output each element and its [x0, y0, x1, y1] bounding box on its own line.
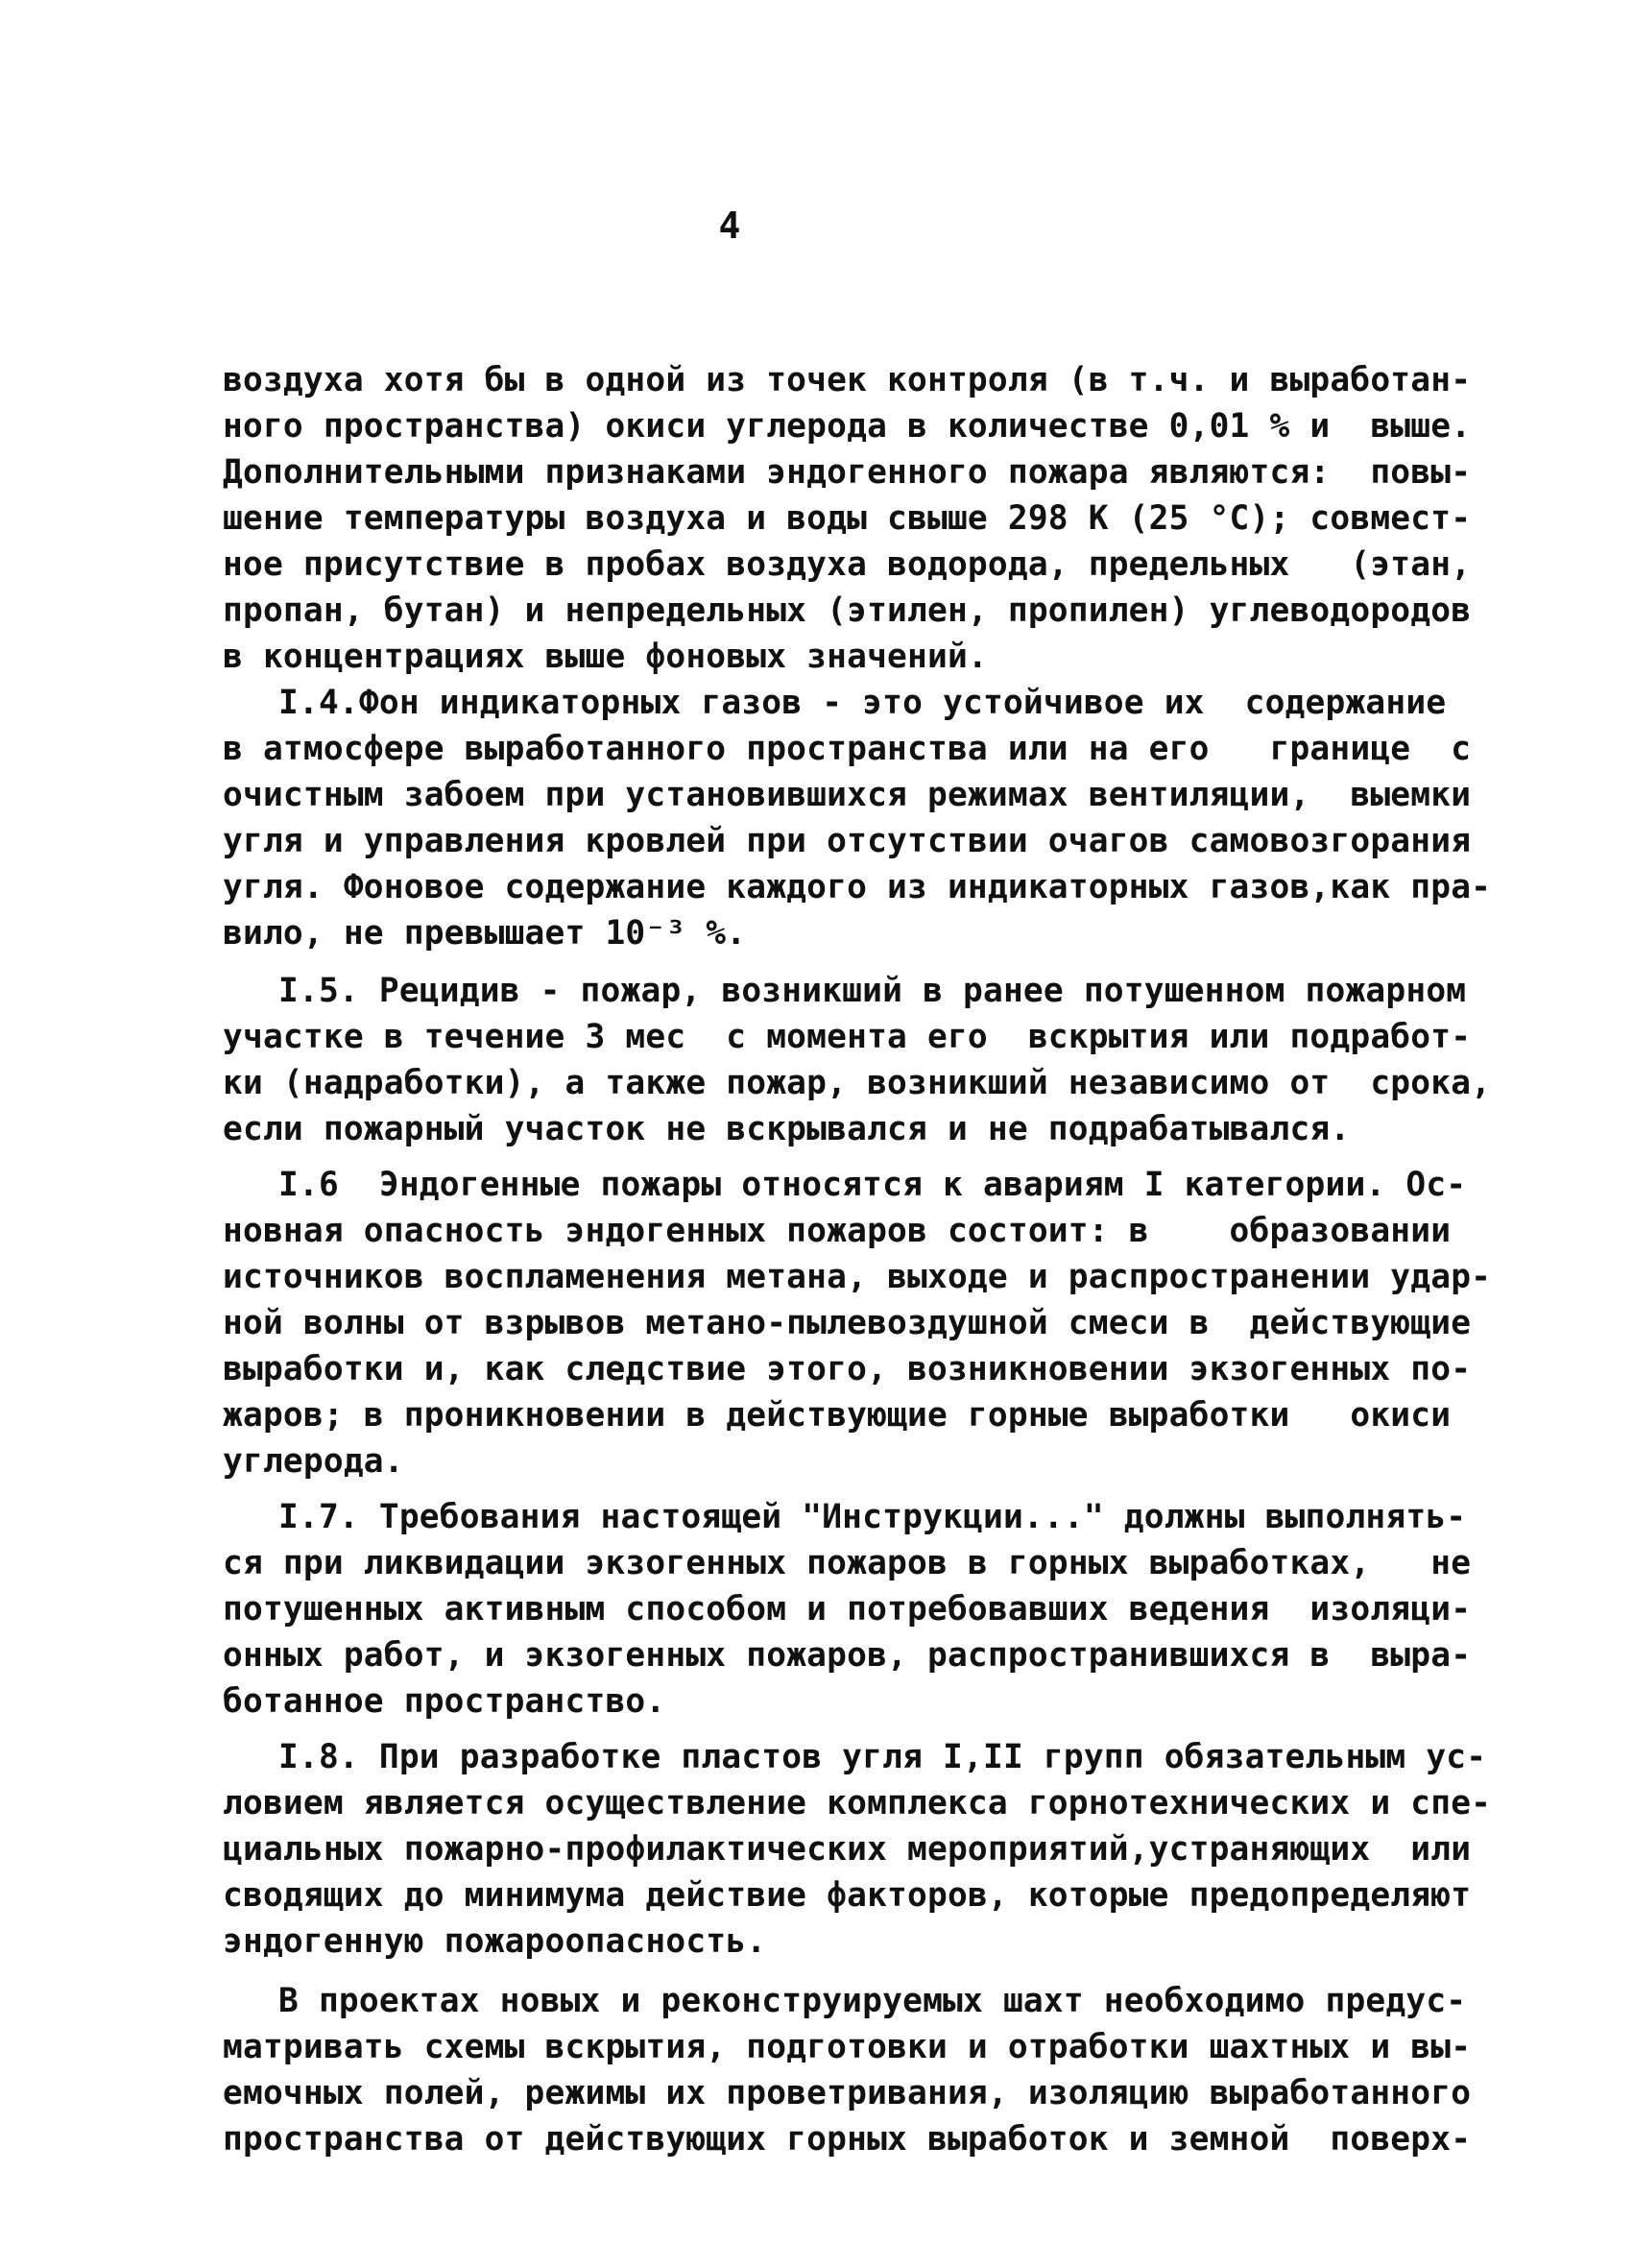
text-line: в концентрациях выше фоновых значений.	[223, 638, 988, 676]
text-line: потушенных активным способом и потребовавших ведения изоляци-	[223, 1590, 1472, 1629]
text-line: шение температуры воздуха и воды свыше 298 К (25 °С); совмест-	[223, 499, 1472, 538]
text-line: ного пространства) окиси углерода в количестве 0,01 % и выше.	[223, 407, 1472, 446]
text-line: угля. Фоновое содержание каждого из индикаторных газов,как пра-	[223, 868, 1492, 906]
text-line: пропан, бутан) и непредельных (этилен, пропилен) углеводородов	[223, 591, 1472, 630]
text-line: воздуха хотя бы в одной из точек контроля (в т.ч. и выработан-	[223, 361, 1472, 399]
text-line: жаров; в проникновении в действующие горные выработки окиси	[223, 1396, 1452, 1435]
text-line: новная опасность эндогенных пожаров состоит: в образовании	[223, 1212, 1452, 1250]
paragraph-1-8-start: I.8. При разработке пластов угля I,II групп обязательным ус-	[278, 1738, 1487, 1776]
text-line: углерода.	[223, 1442, 404, 1481]
page-number: 4	[718, 205, 741, 247]
paragraph-1-5-start: I.5. Рецидив - пожар, возникший в ранее потушенном пожарном	[278, 972, 1467, 1010]
paragraph-1-4-start: I.4.Фон индикаторных газов - это устойчивое их содержание	[278, 684, 1447, 722]
text-line: ботанное пространство.	[223, 1682, 666, 1721]
text-line: участке в течение 3 мес с момента его вскрытия или подработ-	[223, 1018, 1472, 1056]
paragraph-1-6-start: I.6 Эндогенные пожары относятся к авариям I категории. Ос-	[278, 1166, 1467, 1204]
text-line: ловием является осуществление комплекса горнотехнических и спе-	[223, 1784, 1492, 1822]
text-line: угля и управления кровлей при отсутствии очагов самовозгорания	[223, 822, 1472, 860]
text-line: пространства от действующих горных выработок и земной поверх-	[223, 2120, 1472, 2159]
text-line: если пожарный участок не вскрывался и не подрабатывался.	[223, 1110, 1351, 1148]
text-line: эндогенную пожароопасность.	[223, 1922, 767, 1961]
text-line: источников воспламенения метана, выходе и распространении удар-	[223, 1258, 1492, 1296]
text-line: онных работ, и экзогенных пожаров, распространившихся в выра-	[223, 1636, 1472, 1675]
text-line: циальных пожарно-профилактических мероприятий,устраняющих или	[223, 1830, 1472, 1869]
text-line: матривать схемы вскрытия, подготовки и отработки шахтных и вы-	[223, 2028, 1472, 2066]
text-line: ки (надработки), а также пожар, возникший независимо от срока,	[223, 1064, 1492, 1102]
paragraph-1-7-start: I.7. Требования настоящей "Инструкции..." должны выполнять-	[278, 1498, 1467, 1536]
text-line: ной волны от взрывов метано-пылевоздушной смеси в действующие	[223, 1304, 1472, 1342]
text-line: в атмосфере выработанного пространства или на его границе с	[223, 730, 1472, 768]
text-line: выработки и, как следствие этого, возникновении экзогенных по-	[223, 1350, 1472, 1388]
text-line: ное присутствие в пробах воздуха водорода, предельных (этан,	[223, 545, 1472, 584]
paragraph-projects-start: В проектах новых и реконструируемых шахт необходимо предус-	[278, 1982, 1467, 2020]
text-line: ся при ликвидации экзогенных пожаров в горных выработках, не	[223, 1544, 1472, 1582]
text-line: очистным забоем при установившихся режимах вентиляции, выемки	[223, 776, 1472, 814]
text-line: сводящих до минимума действие факторов, которые предопределяют	[223, 1876, 1472, 1915]
text-line: вило, не превышает 10⁻³ %.	[223, 914, 747, 953]
text-line: Дополнительными признаками эндогенного пожара являются: повы-	[223, 453, 1472, 492]
text-line: емочных полей, режимы их проветривания, изоляцию выработанного	[223, 2074, 1472, 2112]
